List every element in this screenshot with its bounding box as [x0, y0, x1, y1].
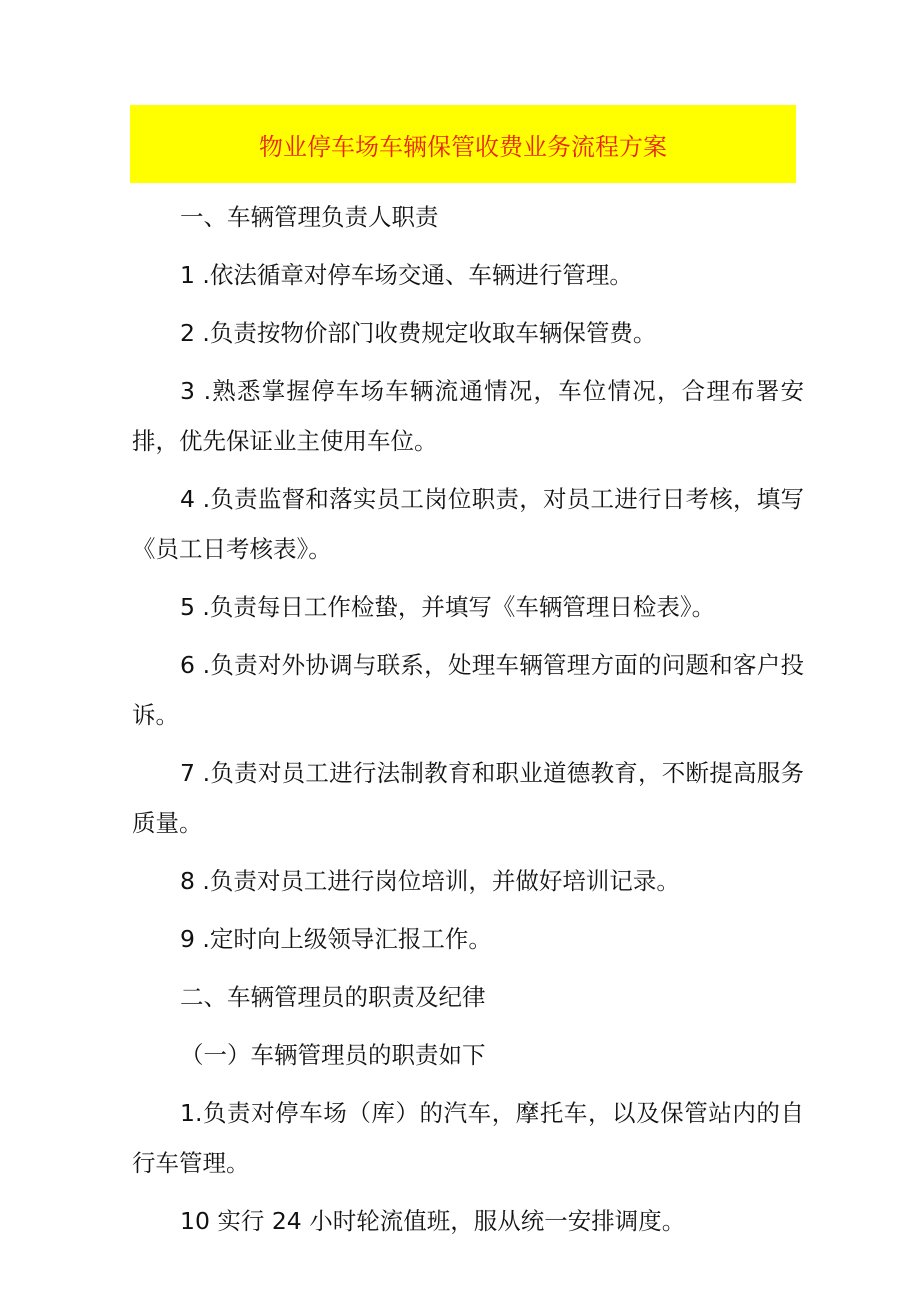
document-body [132, 192, 804, 1254]
paragraph-item-4: 4 .负责监督和落实员工岗位职责，对员工进行日考核，填写《员工日考核表》。 [132, 485, 804, 563]
paragraph-item-9: 9 .定时向上级领导汇报工作。 [180, 925, 492, 953]
section-heading-1: 一、车辆管理负责人职责 [180, 203, 439, 231]
paragraph-item-3: 3 .熟悉掌握停车场车辆流通情况，车位情况，合理布署安排，优先保证业主使用车位。 [132, 377, 804, 455]
document-title: 物业停车场车辆保管收费业务流程方案 [259, 132, 667, 161]
paragraph-item-1: 1 .依法循章对停车场交通、车辆进行管理。 [180, 261, 633, 289]
section-heading-2: 二、车辆管理员的职责及纪律 [180, 983, 486, 1011]
paragraph-item-6: 6 .负责对外协调与联系，处理车辆管理方面的问题和客户投诉。 [132, 651, 804, 729]
subsection-heading-1: （一）车辆管理员的职责如下 [180, 1041, 486, 1069]
title-banner [130, 105, 796, 183]
paragraph-item-7: 7 .负责对员工进行法制教育和职业道德教育，不断提高服务质量。 [132, 759, 804, 837]
paragraph-item-8: 8 .负责对员工进行岗位培训，并做好培训记录。 [180, 867, 680, 895]
paragraph-item-5: 5 .负责每日工作检蛰，并填写《车辆管理日检表》。 [180, 593, 716, 621]
paragraph-subitem-1: 1.负责对停车场（库）的汽车，摩托车，以及保管站内的自行车管理。 [132, 1099, 804, 1177]
paragraph-item-2: 2 .负责按物价部门收费规定收取车辆保管费。 [180, 319, 657, 347]
paragraph-subitem-10: 10 实行 24 小时轮流值班，服从统一安排调度。 [180, 1207, 686, 1235]
